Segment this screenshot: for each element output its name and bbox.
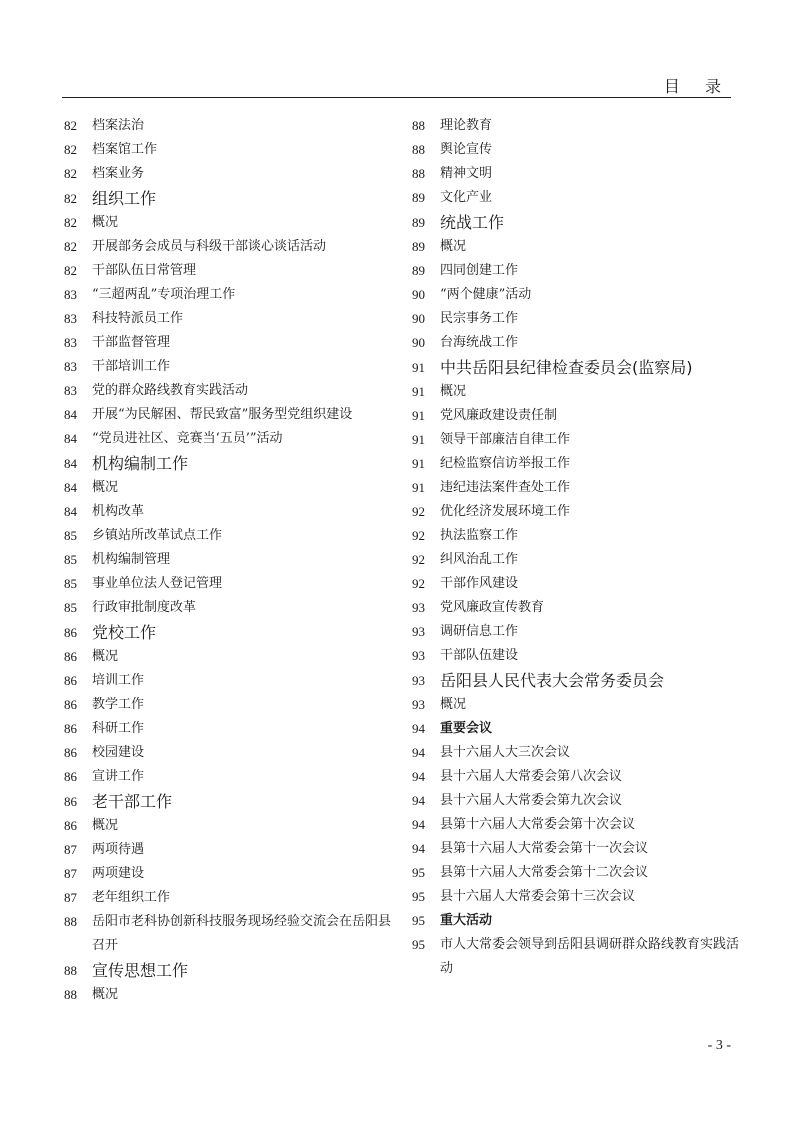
toc-entry [64, 114, 394, 138]
toc-entry [412, 693, 742, 717]
toc-page-number: 85 [64, 528, 77, 543]
toc-entry [412, 162, 742, 186]
toc-page-number: 94 [412, 721, 425, 736]
toc-entry-title: 县第十六届人大常委会第十二次会议 [440, 865, 649, 880]
toc-entry [64, 596, 394, 620]
toc-entry [412, 428, 742, 452]
toc-entry-title: 干部监督管理 [92, 335, 171, 350]
toc-entry-title: 概况 [92, 987, 119, 1002]
toc-section-heading [64, 958, 394, 983]
toc-entry-title: 开展“为民解困、帮民致富”服务型党组织建设 [92, 407, 353, 422]
toc-page-number: 85 [64, 576, 77, 591]
toc-page-number: 91 [412, 384, 425, 399]
toc-entry-title: 党的群众路线教育实践活动 [92, 383, 249, 398]
toc-page-number: 85 [64, 600, 77, 615]
toc-page-number: 91 [412, 408, 425, 423]
toc-page-number: 87 [64, 842, 77, 857]
toc-entry-title: 概况 [92, 649, 119, 664]
toc-page-number: 89 [412, 239, 425, 254]
page-header-title: 目 录 [663, 77, 731, 96]
toc-entry [64, 983, 394, 1007]
toc-page-number: 88 [64, 963, 77, 978]
toc-page-number: 86 [64, 649, 77, 664]
toc-entry-title: 重大活动 [440, 913, 493, 928]
toc-entry [412, 933, 742, 981]
toc-entry-title: 概况 [92, 818, 119, 833]
toc-entry-title: 精神文明 [440, 166, 493, 181]
toc-page-number: 84 [64, 480, 77, 495]
toc-entry-title: 干部队伍日常管理 [92, 263, 197, 278]
toc-entry-title: “三超两乱”专项治理工作 [92, 287, 236, 302]
toc-section-heading [64, 451, 394, 476]
toc-entry-title: 重要会议 [440, 721, 493, 736]
toc-entry [412, 404, 742, 428]
toc-subheading [412, 909, 742, 933]
toc-page-number: 84 [64, 456, 77, 471]
toc-page-number: 83 [64, 287, 77, 302]
toc-page-number: 95 [412, 889, 425, 904]
toc-page-number: 92 [412, 528, 425, 543]
toc-page-number: 83 [64, 359, 77, 374]
toc-entry [412, 500, 742, 524]
toc-entry [412, 620, 742, 644]
toc-section-heading [64, 620, 394, 645]
toc-entry-title: 干部培训工作 [92, 359, 171, 374]
toc-entry [64, 548, 394, 572]
toc-page-number: 83 [64, 383, 77, 398]
toc-page-number: 86 [64, 818, 77, 833]
toc-entry [64, 331, 394, 355]
toc-page-number: 86 [64, 745, 77, 760]
toc-page-number: 86 [64, 625, 77, 640]
toc-entry-title: 教学工作 [92, 697, 145, 712]
toc-entry [412, 380, 742, 404]
toc-section-heading [412, 355, 742, 380]
toc-entry-title: 县第十六届人大常委会第十一次会议 [440, 841, 649, 856]
toc-entry [412, 259, 742, 283]
toc-page-number: 94 [412, 841, 425, 856]
toc-entry [412, 283, 742, 307]
toc-entry [64, 211, 394, 235]
toc-column-right [412, 114, 742, 981]
toc-entry [64, 838, 394, 862]
toc-page-number: 86 [64, 794, 77, 809]
toc-page-number: 82 [64, 166, 77, 181]
toc-entry-title: 县十六届人大常委会第八次会议 [440, 769, 623, 784]
toc-entry [412, 476, 742, 500]
toc-entry [64, 886, 394, 910]
toc-page-number: 82 [64, 142, 77, 157]
toc-page-number: 88 [64, 987, 77, 1002]
toc-entry [64, 403, 394, 427]
toc-page-number: 88 [64, 914, 77, 929]
toc-entry [412, 331, 742, 355]
toc-entry [64, 259, 394, 283]
toc-page-number: 89 [412, 263, 425, 278]
toc-entry-title: “党员进社区、竞赛当‘五员’”活动 [92, 431, 283, 446]
toc-page-number: 93 [412, 648, 425, 663]
toc-entry-title: 机构改革 [92, 504, 145, 519]
toc-entry-title: 岳阳市老科协创新科技服务现场经验交流会在岳阳县召开 [92, 914, 392, 953]
toc-section-heading [412, 668, 742, 693]
toc-entry [412, 596, 742, 620]
toc-entry [412, 765, 742, 789]
toc-page-number: 84 [64, 407, 77, 422]
toc-page-number: 82 [64, 118, 77, 133]
toc-page-number: 82 [64, 239, 77, 254]
toc-page-number: 90 [412, 287, 425, 302]
toc-page-number: 83 [64, 335, 77, 350]
toc-page-number: 91 [412, 480, 425, 495]
toc-entry [64, 355, 394, 379]
toc-entry-title: 事业单位法人登记管理 [92, 576, 223, 591]
toc-entry-title: 执法监察工作 [440, 528, 519, 543]
toc-entry-title: 干部作风建设 [440, 576, 519, 591]
toc-entry [412, 548, 742, 572]
toc-entry-title: 党风廉政建设责任制 [440, 408, 558, 423]
toc-section-heading [412, 210, 742, 235]
toc-entry [412, 837, 742, 861]
toc-entry-title: 民宗事务工作 [440, 311, 519, 326]
toc-entry [412, 138, 742, 162]
toc-entry [412, 452, 742, 476]
toc-page-number: 87 [64, 890, 77, 905]
toc-entry [64, 572, 394, 596]
toc-entry-title: 科研工作 [92, 721, 145, 736]
toc-page-number: 92 [412, 576, 425, 591]
toc-page-number: 86 [64, 673, 77, 688]
toc-entry [64, 910, 394, 958]
toc-entry-title: 优化经济发展环境工作 [440, 504, 571, 519]
toc-entry-title: 校园建设 [92, 745, 145, 760]
toc-entry-title: 纠风治乱工作 [440, 552, 519, 567]
toc-entry-title: 党风廉政宣传教育 [440, 600, 545, 615]
toc-page-number: 94 [412, 769, 425, 784]
toc-page-number: 82 [64, 263, 77, 278]
toc-entry-title: 党校工作 [92, 623, 157, 642]
toc-entry-title: 县十六届人大三次会议 [440, 745, 571, 760]
toc-entry-title: 舆论宣传 [440, 142, 493, 157]
toc-entry [64, 235, 394, 259]
toc-page-number: 86 [64, 697, 77, 712]
toc-entry [64, 862, 394, 886]
toc-page-number: 89 [412, 215, 425, 230]
toc-entry-title: 市人大常委会领导到岳阳县调研群众路线教育实践活动 [440, 937, 740, 976]
toc-entry [412, 235, 742, 259]
toc-entry-title: 概况 [440, 239, 467, 254]
toc-entry [412, 186, 742, 210]
toc-entry [64, 693, 394, 717]
toc-entry [412, 572, 742, 596]
toc-page-number: 82 [64, 191, 77, 206]
toc-entry-title: 县十六届人大常委会第十三次会议 [440, 889, 636, 904]
toc-entry-title: “两个健康”活动 [440, 287, 532, 302]
toc-entry [64, 814, 394, 838]
toc-entry-title: 组织工作 [92, 189, 157, 208]
toc-entry [412, 524, 742, 548]
toc-page-number: 88 [412, 118, 425, 133]
toc-entry [64, 765, 394, 789]
toc-entry [64, 669, 394, 693]
toc-entry [412, 813, 742, 837]
toc-entry-title: 档案法治 [92, 118, 145, 133]
toc-entry-title: 岳阳县人民代表大会常务委员会 [440, 671, 665, 690]
toc-entry [412, 741, 742, 765]
toc-page-number: 93 [412, 624, 425, 639]
toc-page-number: 84 [64, 431, 77, 446]
toc-subheading [412, 717, 742, 741]
toc-page-number: 87 [64, 866, 77, 881]
toc-section-heading [64, 186, 394, 211]
toc-page-number: 90 [412, 335, 425, 350]
toc-page-number: 88 [412, 142, 425, 157]
toc-entry [412, 114, 742, 138]
toc-page-number: 94 [412, 817, 425, 832]
toc-page-number: 86 [64, 769, 77, 784]
toc-entry [412, 789, 742, 813]
toc-page-number: 85 [64, 552, 77, 567]
toc-entry [64, 524, 394, 548]
toc-entry-title: 档案业务 [92, 166, 145, 181]
toc-entry-title: 两项建设 [92, 866, 145, 881]
toc-entry [64, 379, 394, 403]
toc-section-heading [64, 789, 394, 814]
toc-entry-title: 文化产业 [440, 190, 493, 205]
toc-page-number: 92 [412, 552, 425, 567]
toc-entry-title: 统战工作 [440, 213, 505, 232]
page-number: - 3 - [707, 1038, 731, 1053]
toc-entry [64, 427, 394, 451]
toc-entry [64, 283, 394, 307]
toc-entry-title: 老年组织工作 [92, 890, 171, 905]
toc-page-number: 91 [412, 456, 425, 471]
toc-entry-title: 纪检监察信访举报工作 [440, 456, 571, 471]
toc-page-number: 91 [412, 360, 425, 375]
toc-page-number: 83 [64, 311, 77, 326]
toc-page-number: 93 [412, 600, 425, 615]
toc-entry [64, 138, 394, 162]
toc-entry [64, 500, 394, 524]
toc-entry-title: 调研信息工作 [440, 624, 519, 639]
toc-entry-title: 开展部务会成员与科级干部谈心谈话活动 [92, 239, 327, 254]
toc-entry [64, 645, 394, 669]
toc-entry-title: 中共岳阳县纪律检查委员会(监察局) [440, 358, 693, 377]
toc-entry-title: 老干部工作 [92, 792, 173, 811]
toc-page-number: 84 [64, 504, 77, 519]
header-divider [62, 97, 731, 98]
toc-page-number: 86 [64, 721, 77, 736]
toc-column-left [64, 114, 394, 1007]
toc-page-number: 95 [412, 937, 425, 952]
toc-entry [412, 307, 742, 331]
toc-entry-title: 四同创建工作 [440, 263, 519, 278]
toc-entry-title: 行政审批制度改革 [92, 600, 197, 615]
toc-entry-title: 乡镇站所改革试点工作 [92, 528, 223, 543]
toc-entry-title: 机构编制工作 [92, 454, 189, 473]
toc-entry-title: 县第十六届人大常委会第十次会议 [440, 817, 636, 832]
toc-entry-title: 干部队伍建设 [440, 648, 519, 663]
toc-entry [64, 717, 394, 741]
toc-entry-title: 宣传思想工作 [92, 961, 189, 980]
toc-page-number: 94 [412, 745, 425, 760]
toc-entry-title: 概况 [92, 480, 119, 495]
toc-entry [412, 644, 742, 668]
toc-entry-title: 概况 [440, 697, 467, 712]
toc-entry-title: 两项待遇 [92, 842, 145, 857]
toc-entry-title: 机构编制管理 [92, 552, 171, 567]
toc-entry-title: 宣讲工作 [92, 769, 145, 784]
toc-entry-title: 县十六届人大常委会第九次会议 [440, 793, 623, 808]
toc-entry-title: 违纪违法案件查处工作 [440, 480, 571, 495]
toc-page-number: 95 [412, 913, 425, 928]
toc-entry [64, 476, 394, 500]
toc-page-number: 92 [412, 504, 425, 519]
toc-entry-title: 概况 [440, 384, 467, 399]
toc-entry-title: 理论教育 [440, 118, 493, 133]
toc-page-number: 90 [412, 311, 425, 326]
toc-entry-title: 概况 [92, 215, 119, 230]
toc-entry-title: 领导干部廉洁自律工作 [440, 432, 571, 447]
toc-page-number: 88 [412, 166, 425, 181]
toc-entry [64, 741, 394, 765]
toc-entry [412, 885, 742, 909]
toc-page-number: 93 [412, 673, 425, 688]
toc-page-number: 82 [64, 215, 77, 230]
toc-entry [412, 861, 742, 885]
toc-page-number: 94 [412, 793, 425, 808]
toc-entry [64, 307, 394, 331]
toc-page-number: 89 [412, 190, 425, 205]
toc-entry-title: 档案馆工作 [92, 142, 158, 157]
toc-page-number: 95 [412, 865, 425, 880]
toc-page-number: 93 [412, 697, 425, 712]
toc-entry-title: 台海统战工作 [440, 335, 519, 350]
toc-entry-title: 培训工作 [92, 673, 145, 688]
toc-entry [64, 162, 394, 186]
toc-page-number: 91 [412, 432, 425, 447]
toc-entry-title: 科技特派员工作 [92, 311, 184, 326]
